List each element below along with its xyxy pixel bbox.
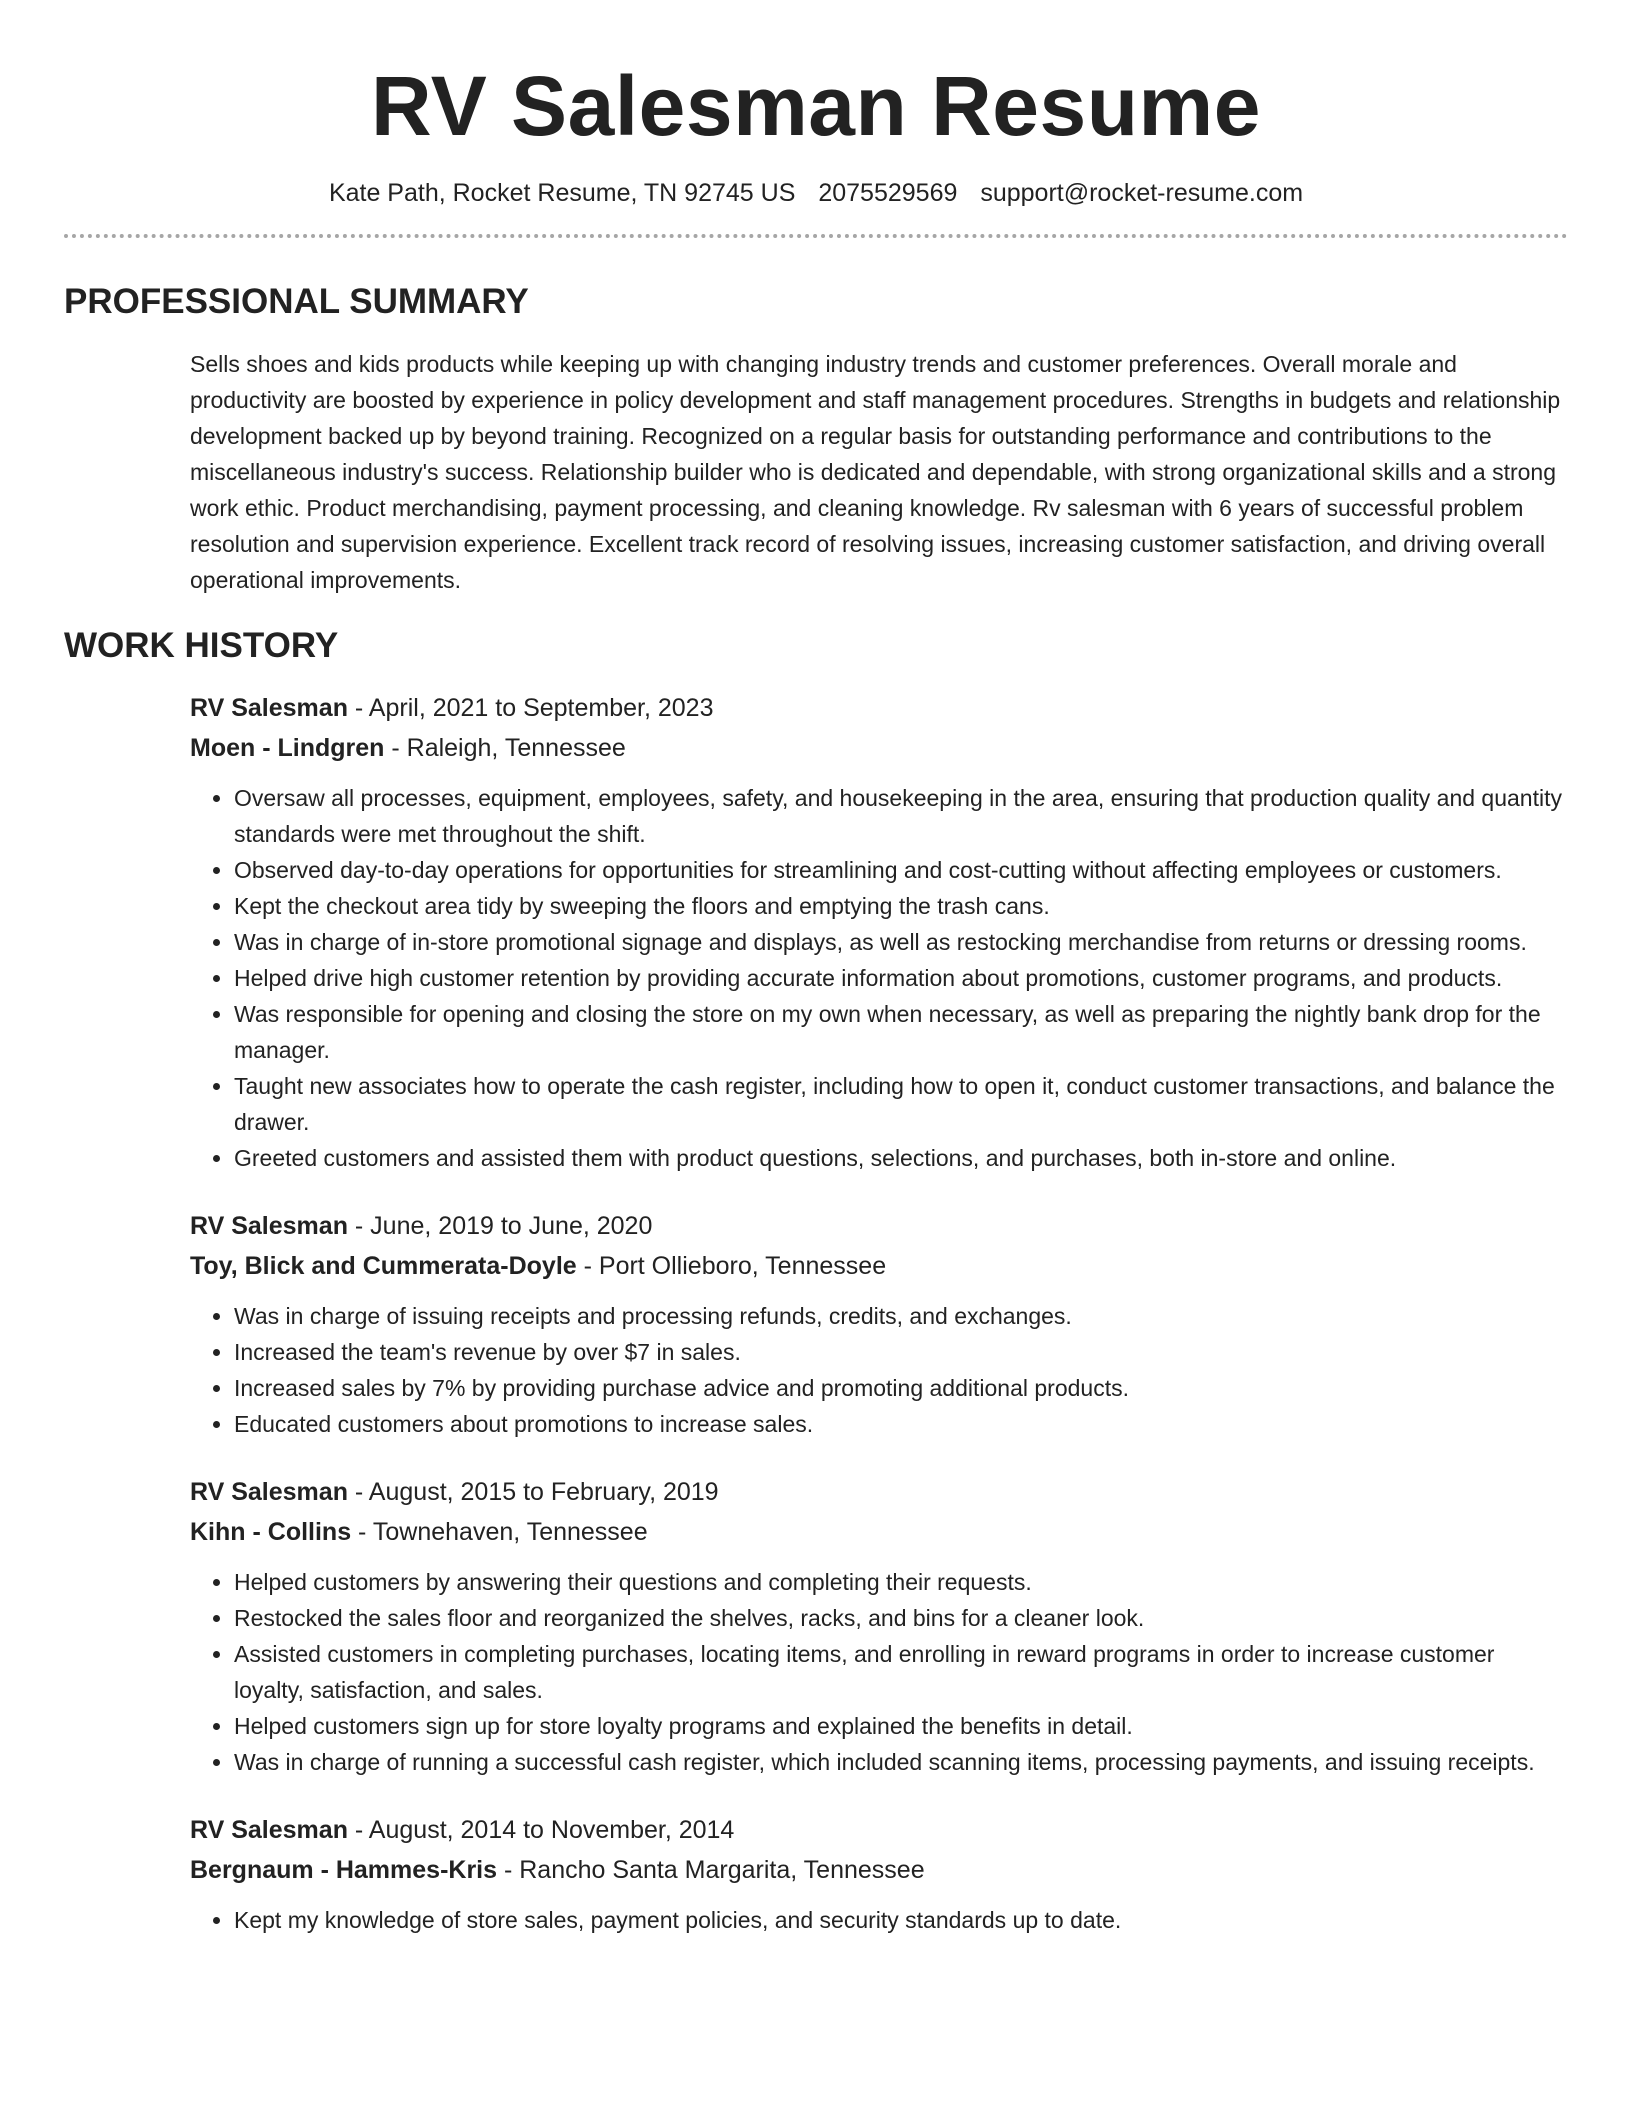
job-title: RV Salesman	[190, 1816, 348, 1844]
job-company: Toy, Blick and Cummerata-Doyle	[190, 1252, 577, 1280]
job-bullet: • Increased the team's revenue by over $7 in sales.	[234, 1334, 1568, 1370]
job-bullet: • Helped customers sign up for store loyalty programs and explained the benefits in detail.	[234, 1708, 1568, 1744]
job-bullet: • Was in charge of running a successful cash register, which included scanning items, processing payments, and issuing receipts.	[234, 1744, 1568, 1780]
job-company: Moen - Lindgren	[190, 734, 385, 762]
job-bullets	[190, 780, 1568, 1176]
job-title-line	[190, 1810, 1568, 1850]
job-location: - Rancho Santa Margarita, Tennessee	[497, 1856, 925, 1884]
job-title: RV Salesman	[190, 1478, 348, 1506]
job-title-line	[190, 688, 1568, 728]
contact-email: support@rocket-resume.com	[980, 179, 1304, 207]
work-history-heading: WORK HISTORY	[64, 626, 339, 665]
job-location: - Port Ollieboro, Tennessee	[576, 1252, 887, 1280]
contact-address: Kate Path, Rocket Resume, TN 92745 US	[328, 179, 796, 207]
job-bullet: • Was in charge of in-store promotional signage and displays, as well as restocking merchandise from returns or dressing rooms.	[234, 924, 1568, 960]
job-bullet: • Was responsible for opening and closing the store on my own when necessary, as well as preparing the nightly bank drop for the manager.	[234, 996, 1568, 1068]
contact-phone: 2075529569	[818, 179, 958, 207]
job-entry	[190, 1472, 1568, 1780]
job-dates: - June, 2019 to June, 2020	[347, 1212, 653, 1240]
job-dates: - August, 2014 to November, 2014	[347, 1816, 735, 1844]
job-bullet: • Helped drive high customer retention by providing accurate information about promotions, customer programs, and products.	[234, 960, 1568, 996]
job-company: Kihn - Collins	[190, 1518, 352, 1546]
job-dates: - August, 2015 to February, 2019	[347, 1478, 719, 1506]
job-bullets	[190, 1564, 1568, 1780]
job-entry	[190, 1810, 1568, 1938]
job-bullet: • Observed day-to-day operations for opportunities for streamlining and cost-cutting without affecting employees or customers.	[234, 852, 1568, 888]
job-bullet: • Kept my knowledge of store sales, payment policies, and security standards up to date.	[234, 1902, 1568, 1938]
summary-text: Sells shoes and kids products while keeping up with changing industry trends and customer preferences. Overall morale and productivity are boosted by experience in policy development and staff management procedures. Strengths in budgets and relationship development backed up by beyond training. Recognized on a regular basis for outstanding performance and contributions to the miscellaneous industry's success. Relationship builder who is dedicated and dependable, with strong organizational skills and a strong work ethic. Product merchandising, payment processing, and cleaning knowledge. Rv salesman with 6 years of successful problem resolution and supervision experience. Excellent track record of resolving issues, increasing customer satisfaction, and driving overall operational improvements.	[190, 351, 1561, 593]
header-divider	[64, 234, 1568, 238]
job-bullets	[190, 1902, 1568, 1938]
job-bullet: • Taught new associates how to operate the cash register, including how to open it, conduct customer transactions, and balance the drawer.	[234, 1068, 1568, 1140]
job-dates: - April, 2021 to September, 2023	[347, 694, 714, 722]
job-bullet: • Kept the checkout area tidy by sweeping the floors and emptying the trash cans.	[234, 888, 1568, 924]
job-location: - Raleigh, Tennessee	[384, 734, 626, 762]
job-title-line	[190, 1472, 1568, 1512]
job-company-line	[190, 728, 1568, 768]
job-bullet: • Greeted customers and assisted them with product questions, selections, and purchases, both in-store and online.	[234, 1140, 1568, 1176]
job-title: RV Salesman	[190, 694, 348, 722]
summary-heading: PROFESSIONAL SUMMARY	[64, 282, 529, 321]
job-bullet: • Helped customers by answering their questions and completing their requests.	[234, 1564, 1568, 1600]
job-bullet: • Oversaw all processes, equipment, employees, safety, and housekeeping in the area, ensuring that production quality and quantity standards were met throughout the shift.	[234, 780, 1568, 852]
job-bullets	[190, 1298, 1568, 1442]
job-company-line	[190, 1850, 1568, 1890]
job-bullet: • Educated customers about promotions to increase sales.	[234, 1406, 1568, 1442]
job-entry	[190, 688, 1568, 1176]
job-company: Bergnaum - Hammes-Kris	[190, 1856, 498, 1884]
work-history-list	[190, 688, 1568, 1938]
job-location: - Townehaven, Tennessee	[351, 1518, 648, 1546]
job-bullet: • Restocked the sales floor and reorganized the shelves, racks, and bins for a cleaner look.	[234, 1600, 1568, 1636]
job-bullet: • Was in charge of issuing receipts and processing refunds, credits, and exchanges.	[234, 1298, 1568, 1334]
contact-line	[64, 176, 1568, 210]
job-company-line	[190, 1246, 1568, 1286]
job-title-line	[190, 1206, 1568, 1246]
job-company-line	[190, 1512, 1568, 1552]
job-bullet: • Assisted customers in completing purchases, locating items, and enrolling in reward programs in order to increase customer loyalty, satisfaction, and sales.	[234, 1636, 1568, 1708]
job-entry	[190, 1206, 1568, 1442]
job-bullet: • Increased sales by 7% by providing purchase advice and promoting additional products.	[234, 1370, 1568, 1406]
job-title: RV Salesman	[190, 1212, 348, 1240]
resume-page	[64, 0, 1568, 1938]
resume-title: RV Salesman Resume	[371, 59, 1261, 153]
